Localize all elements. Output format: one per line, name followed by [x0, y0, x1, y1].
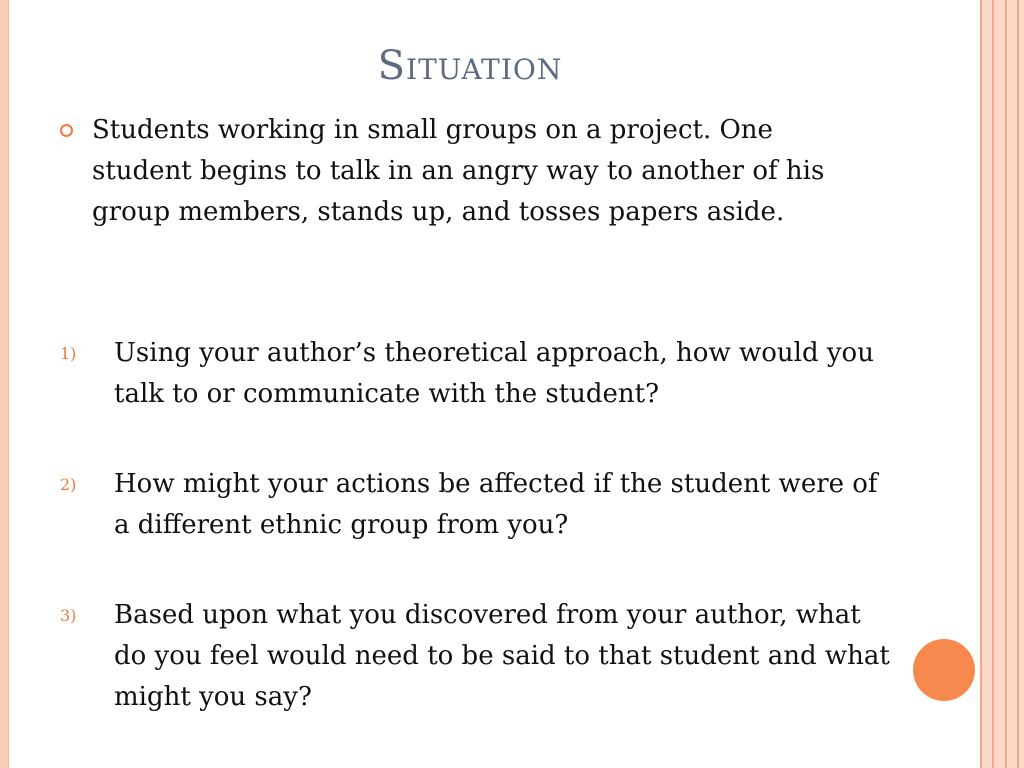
decorative-circle	[913, 639, 975, 701]
right-stripe-line	[980, 0, 982, 768]
question-text: Based upon what you discovered from your author, what do you feel would need to be said to that student and what might you say?	[114, 600, 890, 712]
question-marker: 1)	[60, 344, 77, 363]
question-text: Using your author’s theoretical approach, how would you talk to or communicate with the student?	[114, 338, 874, 409]
slide-title: Situation	[377, 43, 563, 89]
question-marker: 2)	[60, 475, 77, 494]
left-border-stripe	[0, 0, 9, 768]
situation-text: Students working in small groups on a project. One student begins to talk in an angry way to another of his group members, stands up, and tosses papers aside.	[92, 115, 825, 227]
ring-bullet-icon	[60, 110, 92, 233]
question-text: How might your actions be affected if the student were of a different ethnic group from you?	[114, 469, 878, 540]
right-stripe-line	[1017, 0, 1019, 768]
right-stripe-line	[992, 0, 994, 768]
question-item	[60, 333, 890, 415]
situation-bullet	[60, 110, 880, 233]
right-stripe-line	[1005, 0, 1007, 768]
question-item	[60, 595, 890, 718]
question-marker: 3)	[60, 606, 77, 625]
question-item	[60, 464, 890, 546]
